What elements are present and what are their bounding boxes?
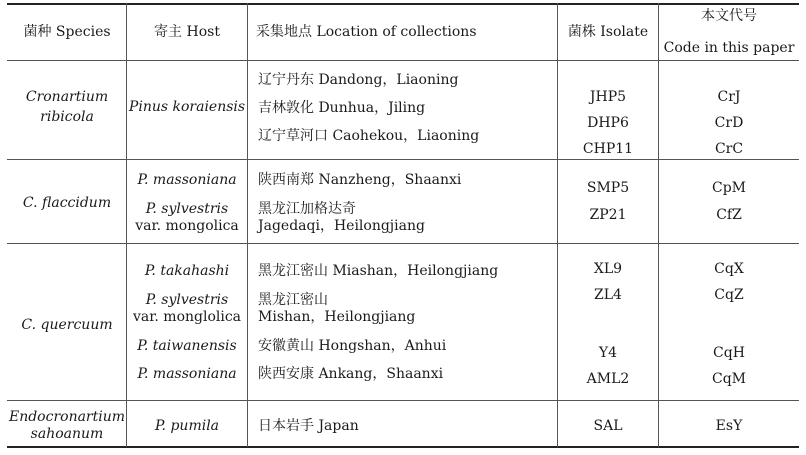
location-cell: 安徽黄山 Hongshan，Anhui xyxy=(258,338,447,354)
host-name: P. taiwanensis xyxy=(137,338,237,354)
header-species: 菌种 Species xyxy=(23,24,111,40)
header-code-zh: 本文代号 xyxy=(701,8,757,24)
host-variety: var. monglolica xyxy=(132,309,242,325)
location-cell: 辽宁丹东 Dandong，Liaoning xyxy=(258,72,459,88)
host-name: P. massoniana xyxy=(137,172,237,188)
isolate-cell: SAL xyxy=(593,418,623,434)
species-name: C. flaccidum xyxy=(22,195,112,211)
code-cell: EsY xyxy=(715,418,743,434)
code-cell: CfZ xyxy=(716,207,742,223)
location-cell: 日本岩手 Japan xyxy=(258,418,359,434)
host-name: P. sylvestris xyxy=(145,201,229,217)
isolate-cell: AML2 xyxy=(586,371,630,387)
location-cell: 辽宁草河口 Caohekou，Liaoning xyxy=(258,128,480,144)
isolate-cell: XL9 xyxy=(593,261,623,277)
header-host: 寄主 Host xyxy=(154,24,220,40)
code-cell: CrD xyxy=(714,115,744,131)
location-cell: 黑龙江加格达奇 xyxy=(258,201,356,217)
code-cell: CpM xyxy=(711,180,747,196)
isolate-cell: ZP21 xyxy=(589,207,627,223)
code-cell: CrJ xyxy=(717,89,741,105)
header-location: 采集地点 Location of collections xyxy=(256,24,477,40)
location-cell: 陕西南郑 Nanzheng，Shaanxi xyxy=(258,172,462,188)
isolate-cell: CHP11 xyxy=(582,141,634,157)
location-cell: 黑龙江密山 Miashan，Heilongjiang xyxy=(258,263,499,279)
code-cell: CqH xyxy=(713,345,745,361)
code-cell: CqX xyxy=(714,261,744,277)
location-cell: 陕西安康 Ankang，Shaanxi xyxy=(258,366,444,382)
isolate-cell: DHP6 xyxy=(587,115,629,131)
isolate-cell: JHP5 xyxy=(589,89,627,105)
host-name: P. pumila xyxy=(154,418,220,434)
host-name: P. sylvestris xyxy=(145,292,229,308)
header-code-en: Code in this paper xyxy=(663,40,795,56)
header-isolate: 菌株 Isolate xyxy=(567,24,649,40)
isolate-cell: Y4 xyxy=(598,345,618,361)
species-name: ribicola xyxy=(40,109,94,125)
code-cell: CqZ xyxy=(714,287,744,303)
host-name: P. takahashi xyxy=(144,263,230,279)
isolate-cell: SMP5 xyxy=(586,180,630,196)
location-cell: 黑龙江密山 xyxy=(258,292,328,308)
code-cell: CqM xyxy=(711,371,747,387)
isolate-cell: ZL4 xyxy=(594,287,622,303)
host-name: P. massoniana xyxy=(137,366,237,382)
species-name: C. quercuum xyxy=(21,317,113,333)
location-cell: Mishan，Heilongjiang xyxy=(258,309,416,325)
column-divider xyxy=(247,3,248,447)
host-variety: var. mongolica xyxy=(135,218,239,234)
species-name: Cronartium xyxy=(25,89,109,105)
species-name: sahoanum xyxy=(30,426,104,442)
column-divider xyxy=(557,3,558,447)
code-cell: CrC xyxy=(714,141,744,157)
column-divider xyxy=(658,3,659,447)
location-cell: 吉林敦化 Dunhua，Jiling xyxy=(258,100,426,116)
species-name: Endocronartium xyxy=(8,409,126,425)
host-name: Pinus koraiensis xyxy=(128,99,246,115)
location-cell: Jagedaqi，Heilongjiang xyxy=(258,218,425,234)
column-divider xyxy=(126,3,127,447)
